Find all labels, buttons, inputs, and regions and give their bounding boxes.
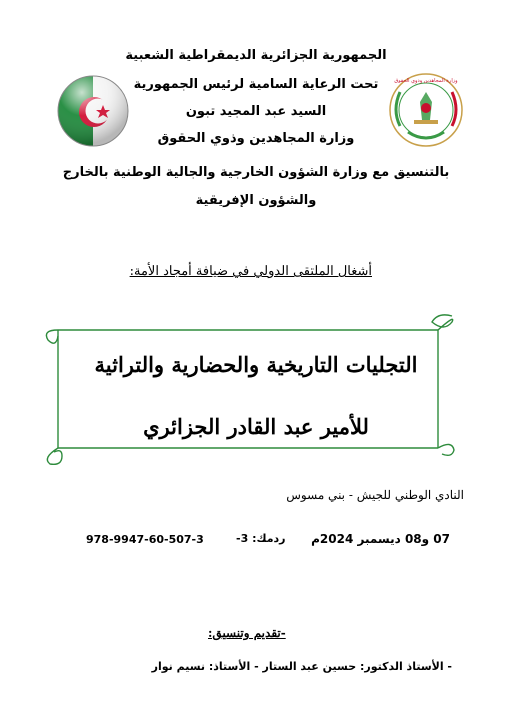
title-line-1: التجليات التاريخية والحضارية والتراثية xyxy=(94,352,418,377)
algeria-flag-icon xyxy=(56,74,130,148)
header-line-ministry: وزارة المجاهدين وذوي الحقوق xyxy=(157,131,355,146)
event-label: أشغال الملتقى الدولي في ضيافة أمجاد الأمة: xyxy=(129,264,372,279)
header-line-coordination: بالتنسيق مع وزارة الشؤون الخارجية والجالية الوطنية بالخارج xyxy=(62,165,450,180)
venue-text: النادي الوطني للجيش - بني مسوس xyxy=(286,488,464,502)
header-line-african-affairs: والشؤون الإفريقية xyxy=(195,193,317,208)
header-line-patronage: تحت الرعاية السامية لرئيس الجمهورية xyxy=(133,77,379,92)
event-dates: 07 و08 ديسمبر 2024م xyxy=(311,532,450,546)
isbn-value: 978-9947-60-507-3 xyxy=(86,533,204,546)
ministry-emblem-icon xyxy=(386,70,466,150)
title-line-2: للأمير عبد القادر الجزائري xyxy=(143,414,369,439)
coordination-label: -تقديم وتنسيق: xyxy=(208,626,286,640)
header-line-republic: الجمهورية الجزائرية الديمقراطية الشعبية xyxy=(125,48,387,63)
isbn-label: ردمك: 3- xyxy=(236,532,286,545)
title-scroll-banner xyxy=(40,308,470,470)
organizers-text: - الأستاذ الدكتور: حسين عبد الستار - الأستاذ: نسيم نوار xyxy=(151,660,452,673)
emblem-text: وزارة المجاهدين وذوي الحقوق xyxy=(394,78,458,84)
header-line-president: السيد عبد المجيد تبون xyxy=(185,104,327,119)
